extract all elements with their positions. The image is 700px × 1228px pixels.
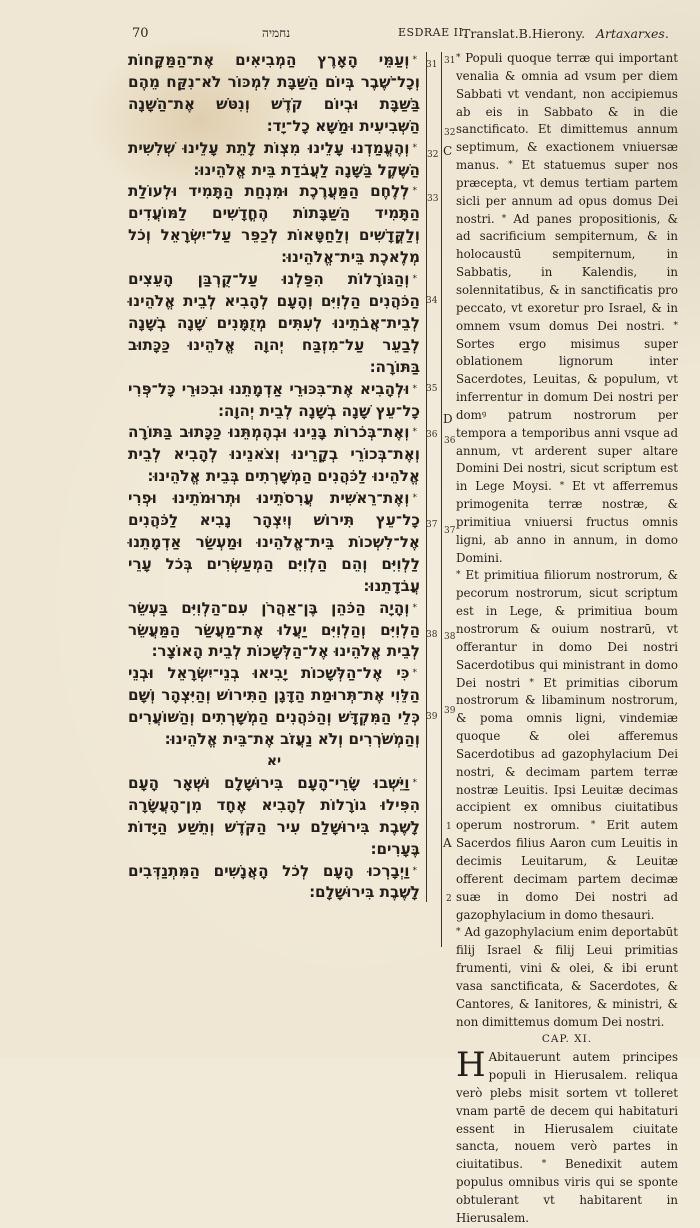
margin-verse-number: 35 [426,384,438,394]
latin-verse-text: Benedixit autem populus omnibus viris qui se sponte obtulerant vt habitarent in Hierusalem. [456,1157,679,1225]
margin-letter: C [443,144,453,158]
hebrew-verse-text: וְאֶת־בְּכֹרוֹת בָּנֵינוּ וּבְהֶמְתֵּנוּ כַּכָּתוּב בַּתּוֹרָה וְאֶת־בְּכוֹרֵי בְקָרֵינוּ וְצֹאנֵינוּ לְהָבִיא לְבֵית אֱלֹהֵינוּ לַכֹּהֲנִים הַמְשָׁרְתִים בְּבֵית אֱלֹהֵינוּ׃ [128,423,420,486]
verse-marker: * [412,427,417,438]
latin-verse [456,924,678,1031]
verse-marker: * [412,493,417,504]
verse-marker: * [541,1159,547,1170]
hebrew-verse [128,488,420,598]
margin-verse-number: 31 [426,60,438,70]
hebrew-verse-text: כִּי אֶל־הַלְּשָׁכוֹת יָבִיאוּ בְנֵי־יִשְׂרָאֵל וּבְנֵי הַלֵּוִי אֶת־תְּרוּמַת הַדָּגָן הַתִּירוֹשׁ וְהַיִּצְהָר וְשָׁם כְּלֵי הַמִּקְדָּשׁ וְהַכֹּהֲנִים הַמְשָׁרְתִים וְהַשּׁוֹעֲרִים וְהַמְשֹׁרְרִים וְלֹא נַעֲזֹב אֶת־בֵּית אֱלֹהֵינוּ׃ [128,664,420,749]
chapter-heading: CAP. XI. [541,1033,593,1046]
latin-verse-number: 1 [446,822,452,832]
verse-marker: * [412,865,417,876]
latin-verse-text: Abitauerunt autem principes populi in Hierusalem. reliqua verò plebs misit sortem vt tolleret vnam partē de decem qui habitaturi essent in Hierusalem ciuitate sancta, nouem verò partes in ciuitatibus. [456,1050,678,1172]
running-head: Artaxarxes. [596,26,669,41]
verse-marker: * [412,383,417,394]
hebrew-verse-text: וַיֵּשְׁבוּ שָׂרֵי־הָעָם בִּירוּשָׁלָ͏ִם וּשְׁאָר הָעָם הִפִּילוּ גוֹרָלוֹת לְהָבִיא אֶחָד מִן־הָעֲשָׂרָה לָשֶׁבֶת בִּירוּשָׁלַ͏ִם עִיר הַקֹּדֶשׁ וְתֵשַׁע הַיָּדוֹת בֶּעָרִים׃ [128,773,420,858]
verse-marker: * [412,142,417,153]
hebrew-verse [128,50,420,138]
latin-verse-number: 39 [444,706,456,716]
verse-marker: * [412,668,417,679]
margin-letter: A [443,836,452,850]
latin-verse-text: Et primitiua filiorum nostrorum, & pecorum nostrorum, sicut scriptum est in Lege, & primitiua boum nostrorum & ouium nostrarū, vt offerantur in domo Dei nostri Sacerdotibus qui ministrant in domo Dei nostri [456,568,678,690]
latin-verse-number: 2 [446,894,452,904]
verse-marker: * [412,777,417,788]
hebrew-text-column [128,50,420,900]
verse-marker: * [559,481,565,492]
hebrew-verse [128,138,420,182]
latin-verse [456,567,678,924]
hebrew-verse-text: וְהַגּוֹרָלוֹת הִפַּלְנוּ עַל־קֻרְבַּן הָעֵצִים הַכֹּהֲנִים הַלְוִיִּם וְהָעָם לְהָבִיא לְבֵית אֱלֹהֵינוּ לְבֵית־אֲבֹתֵינוּ לְעִתִּים מְזֻמָּנִים שָׁנָה בְשָׁנָה לְבַעֵר עַל־מִזְבַּח יְהוָה אֱלֹהֵינוּ כַּכָּתוּב בַּתּוֹרָה׃ [128,270,420,376]
hebrew-verse-text: וּלְהָבִיא אֶת־בִּכּוּרֵי אַדְמָתֵנוּ וּבִכּוּרֵי כָּל־פְּרִי כָל־עֵץ שָׁנָה בְשָׁנָה לְבֵית יְהוָה׃ [128,379,420,420]
latin-verse-text: Erit autem Sacerdos filius Aaron cum Leuitis in decimis Leuitarum, & Leuitæ offerent decimam partem decimæ suæ in domo Dei nostri ad gazophylacium in domo thesauri. [456,818,679,922]
drop-cap: H [456,1045,486,1086]
margin-verse-number: 34 [426,296,438,306]
verse-marker: * [412,602,417,613]
translation-title: Translat.B.Hierony. [462,26,586,41]
latin-verse-number: 38 [444,632,456,642]
hebrew-verse-text: וְעַמֵּי הָאָרֶץ הַמְבִיאִים אֶת־הַמַּקָּחוֹת וְכָל־שֶׁבֶר בְּיוֹם הַשַּׁבָּת לִמְכּוֹר לֹא־נִקַּח מֵהֶם בַּשַּׁבָּת וּבְיוֹם קֹדֶשׁ וְנִטֹּשׁ אֶת־הַשָּׁנָה הַשְּׁבִיעִית וּמַשָּׁא כָל־יָד׃ [128,51,420,135]
column-rule-left [426,52,427,902]
latin-verse-text: Et vt afferremus primogenita terræ nostræ, & primitiua vniuersi fructus omnis ligni, ab anno in annum, in domo Domini. [456,479,679,565]
latin-verse-text: Ad panes propositionis, & ad sacrificium sempiternum, & in holocaustū sempiternum, in Sabbatis, in Kalendis, in solennitatibus, & in sanctificatis pro peccato, vt exoretur pro Israel, & in omnem vsum domus Dei nostri. [456,211,678,333]
page-number: 70 [132,26,149,41]
latin-verse-text: Sortes ergo misimus super oblationem lignorum inter Sacerdotes, Leuitas, & populum, vt inferrentur in domum Dei nostri per domꝰ patrum nostrorum per tempora a temporibus anni vsque ad annum, vt arderent super altare Domini Dei nostri, sicut scriptum est in Lege Moysi. [456,336,678,494]
verse-marker: * [456,570,461,581]
latin-verse [456,1045,679,1227]
hebrew-verse [128,598,420,664]
hebrew-verse [128,861,420,905]
margin-verse-number: 37 [426,520,438,530]
verse-marker: * [673,320,678,331]
latin-verse-text: Et primitias ciborum nostrorum & libaminum nostrorum, & poma omnis ligni, vindemiæ quoque & olei afferemus Sacerdotibus ad gazophylacium Dei nostri, & decimam partem terræ nostræ Leuitis. Ipsi Leuitæ decimas accipient ex omnibus ciuitatibus operum nostrorum. [456,675,679,833]
latin-verse-number: 31 [444,56,456,66]
hebrew-chapter-mark: יא [266,753,282,769]
latin-verse [456,50,678,567]
margin-verse-number: 33 [427,194,439,204]
verse-marker: * [501,213,507,224]
hebrew-verse [128,773,420,861]
latin-verse-number: 37 [444,526,456,536]
hebrew-verse [128,269,420,379]
column-rule-right [441,52,442,947]
verse-marker: * [456,53,461,63]
hebrew-verse [128,663,420,751]
latin-verse-number: 36 [444,436,456,446]
verse-marker: * [508,160,513,171]
hebrew-verse-text: וְהֶעֱמַדְנוּ עָלֵינוּ מִצְוֺת לָתֵת עָלֵינוּ שְׁלִשִׁית הַשֶּׁקֶל בַּשָּׁנָה לַעֲבֹדַת בֵּית אֱלֹהֵינוּ׃ [128,138,420,179]
verse-marker: * [456,927,461,938]
verse-marker: * [412,274,417,285]
latin-verse-text: Ad gazophylacium enim deportabūt filij Israel & filij Leui primitias frumenti, vini & olei, & ibi erunt vasa sanctificata, & Sacerdotes, & Cantores, & Ianitores, & ministri, & non dimittemus domum Dei nostri. [456,925,679,1029]
verse-marker: * [590,820,596,831]
latin-verse-number: 32 [444,128,456,138]
verse-marker: * [412,55,417,65]
book-title: ESDRAE II. [398,26,468,39]
margin-verse-number: 32 [427,150,439,160]
hebrew-verse [128,181,420,269]
verse-marker: * [412,186,417,197]
latin-text-column [456,50,678,1228]
hebrew-verse-text: וְהָיָה הַכֹּהֵן בֶּן־אַהֲרֹן עִם־הַלְוִיִּם בַּעְשֵׂר הַלְוִיִּם וְהַלְוִיִּם יַעֲלוּ אֶת־מַעֲשַׂר הַמַּעֲשֵׂר לְבֵית אֱלֹהֵינוּ אֶל־הַלְּשָׁכוֹת לְבֵית הָאוֹצָר׃ [128,598,420,661]
hebrew-verse [128,379,420,423]
hebrew-verse-text: וַיְבָרְכוּ הָעָם לְכֹל הָאֲנָשִׁים הַמִּתְנַדְּבִים לָשֶׁבֶת בִּירוּשָׁלָ͏ִם׃ [128,861,420,902]
verse-marker: * [529,677,535,688]
latin-verse-text: Populi quoque terræ qui important venalia & omnia ad vsum per diem Sabbati vt vendant, non accipiemus ab eis in Sabbato & in die sanctificato. Et dimittemus annum septimum, & exactionem vniuersæ manus. [456,51,679,173]
latin-verse-text: Et statuemus super nos præcepta, vt demus tertiam partem sicli per annum ad opus domus Dei nostri. [456,158,679,226]
margin-verse-number: 36 [426,430,438,440]
margin-verse-number: 39 [426,712,438,722]
hebrew-verse-text: וְאֶת־רֵאשִׁית עֲרִסֹתֵינוּ וּתְרוּמֹתֵינוּ וּפְרִי כָל־עֵץ תִּירוֹשׁ וְיִצְהָר נָבִיא לַכֹּהֲנִים אֶל־לִשְׁכוֹת בֵּית־אֱלֹהֵינוּ וּמַעְשַׂר אַדְמָתֵנוּ לַלְוִיִּם וְהֵם הַלְוִיִּם הַמְעַשְּׂרִים בְּכֹל עָרֵי עֲבֹדָתֵנוּ׃ [128,489,420,595]
margin-letter: D [443,412,453,426]
hebrew-verse-text: לְלֶחֶם הַמַּעֲרֶכֶת וּמִנְחַת הַתָּמִיד וּלְעוֹלַת הַתָּמִיד הַשַּׁבָּתוֹת הֶחֳדָשִׁים לַמּוֹעֲדִים וְלַקֳּדָשִׁים וְלַחַטָּאוֹת לְכַפֵּר עַל־יִשְׂרָאֵל וְכֹל מְלֶאכֶת בֵּית־אֱלֹהֵינוּ׃ [128,182,420,267]
hebrew-verse [128,422,420,488]
hebrew-book-title: נחמיה [262,26,291,40]
margin-verse-number: 38 [426,630,438,640]
